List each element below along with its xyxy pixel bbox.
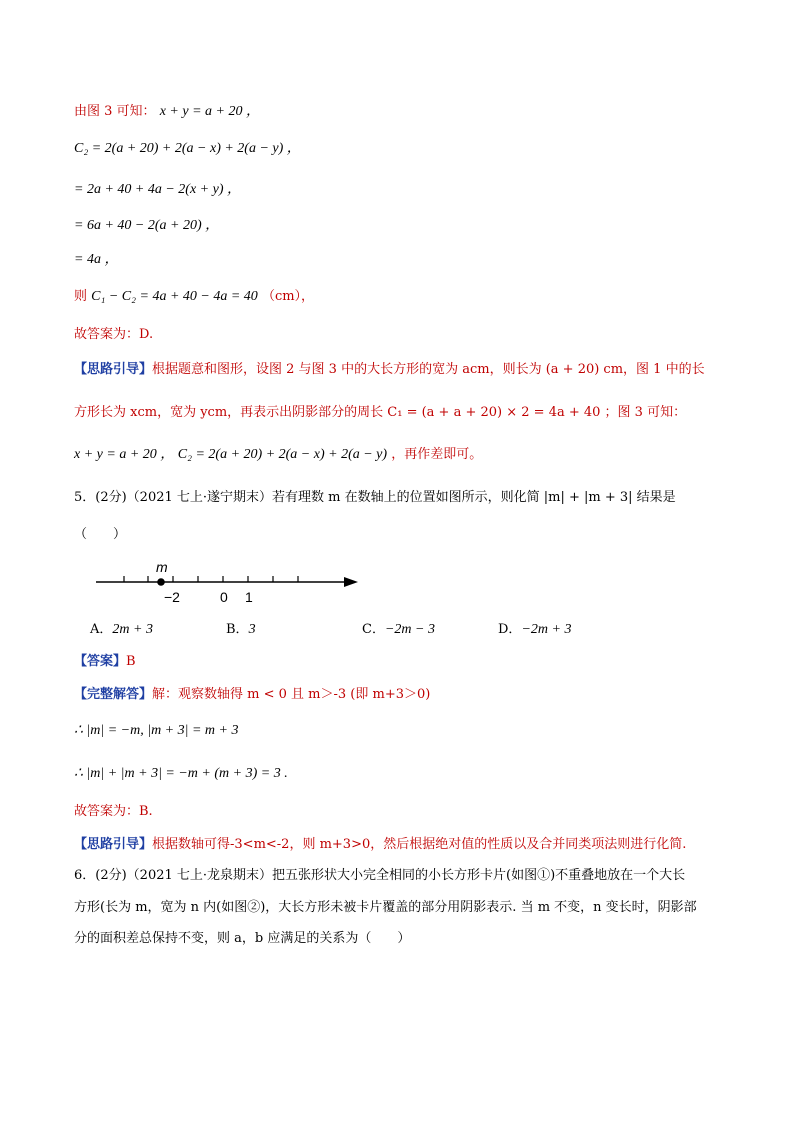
option-b-label: B． bbox=[226, 622, 249, 637]
solution4-line1-prefix: 由图 3 可知： bbox=[74, 104, 156, 119]
option-b bbox=[226, 620, 256, 640]
question5-solution-line2: ∴ |m| = −m, |m + 3| = m + 3 bbox=[74, 723, 239, 738]
solution4-line5: = 4a ， bbox=[74, 252, 119, 267]
solution4-line6-expr: C₁ − C₂ = 4a + 40 − 4a = 40 bbox=[91, 289, 258, 304]
solution4-line4: = 6a + 40 − 2(a + 20) ， bbox=[74, 218, 220, 233]
number-line-m-label: m bbox=[156, 560, 168, 575]
number-line-tick-label-0: 0 bbox=[220, 589, 228, 605]
question5-solution-line1-text: 解：观察数轴得 m < 0 且 m＞-3 (即 m+3＞0) bbox=[152, 687, 431, 702]
solution4-line2: C₂ = 2(a + 20) + 2(a − x) + 2(a − y) ， bbox=[74, 141, 301, 156]
question5-solution-line3: ∴ |m| + |m + 3| = −m + (m + 3) = 3 . bbox=[74, 766, 288, 781]
question6-stem-line1: 6．(2分)（2021 七上·龙泉期末）把五张形状大小完全相同的小长方形卡片(如图①)不重叠地放在一个大长 bbox=[74, 868, 686, 883]
solution4-hint-label: 【思路引导】 bbox=[74, 362, 153, 377]
number-line-tick-label-neg2: −2 bbox=[164, 589, 180, 605]
option-d-text: −2m + 3 bbox=[521, 622, 572, 637]
option-a-text: 2m + 3 bbox=[112, 622, 153, 637]
question6-stem-line3: 分的面积差总保持不变，则 a，b 应满足的关系为（ ） bbox=[74, 931, 411, 946]
solution4-line1 bbox=[74, 102, 260, 122]
solution4-hint-p1: 根据题意和图形，设图 2 与图 3 中的大长方形的宽为 acm，则长为 (a + 20) cm，图 1 中的长 bbox=[152, 362, 705, 377]
solution4-hint-p2: 方形长为 xcm，宽为 ycm，再表示出阴影部分的周长 C₁ = (a + a + 20) × 2 = 4a + 40 ；图 3 可知： bbox=[74, 405, 687, 420]
option-c bbox=[362, 620, 435, 640]
question5-solution-label: 【完整解答】 bbox=[74, 687, 153, 702]
option-d bbox=[498, 620, 571, 640]
question5-hint-label: 【思路引导】 bbox=[74, 837, 153, 852]
solution4-line6-prefix: 则 bbox=[74, 289, 88, 304]
question5-stem-line2: （ ） bbox=[74, 527, 127, 542]
option-a-label: A． bbox=[90, 622, 113, 637]
number-line-ticks bbox=[124, 576, 298, 582]
option-c-label: C． bbox=[362, 622, 385, 637]
solution4-line1-expr: x + y = a + 20 ， bbox=[159, 104, 260, 119]
solution4-line3: = 2a + 40 + 4a − 2(x + y) ， bbox=[74, 182, 241, 197]
solution4-hint-p3-suffix: ，再作差即可。 bbox=[391, 447, 483, 462]
number-line-point-m bbox=[157, 578, 165, 586]
solution4-answer: 故答案为：D. bbox=[74, 327, 154, 342]
option-b-text: 3 bbox=[248, 622, 256, 637]
question5-answer-label: 【答案】 bbox=[74, 654, 127, 669]
question5-stem-line1: 5．(2分)（2021 七上·遂宁期末）若有理数 m 在数轴上的位置如图所示，则化简 |m| + |m + 3| 结果是 bbox=[74, 490, 676, 505]
number-line-tick-label-1: 1 bbox=[245, 589, 253, 605]
option-d-label: D． bbox=[498, 622, 522, 637]
question5-solution-line1 bbox=[74, 685, 430, 705]
solution4-line6-suffix: （cm）， bbox=[261, 289, 315, 304]
question5-hint-text: 根据数轴可得-3<m<-2，则 m+3>0，然后根据绝对值的性质以及合并同类项法则进行化简. bbox=[152, 837, 687, 852]
number-line bbox=[90, 560, 390, 610]
solution4-hint-p3-expr: x + y = a + 20 ， C₂ = 2(a + 20) + 2(a − x) + 2(a − y) bbox=[74, 447, 388, 462]
question6-stem-line2: 方形(长为 m，宽为 n 内(如图②)，大长方形未被卡片覆盖的部分用阴影表示. 当 m 不变，n 变长时，阴影部 bbox=[74, 900, 697, 915]
solution4-hint-line1 bbox=[74, 360, 705, 380]
question5-answer bbox=[74, 652, 136, 672]
question5-answer-value: B bbox=[126, 654, 136, 669]
number-line-arrow bbox=[344, 577, 358, 587]
question5-conclusion: 故答案为：B. bbox=[74, 804, 153, 819]
option-a bbox=[90, 620, 153, 640]
option-c-text: −2m − 3 bbox=[384, 622, 435, 637]
solution4-hint-line3 bbox=[74, 445, 482, 465]
question5-hint bbox=[74, 835, 686, 855]
solution4-line6 bbox=[74, 287, 314, 307]
